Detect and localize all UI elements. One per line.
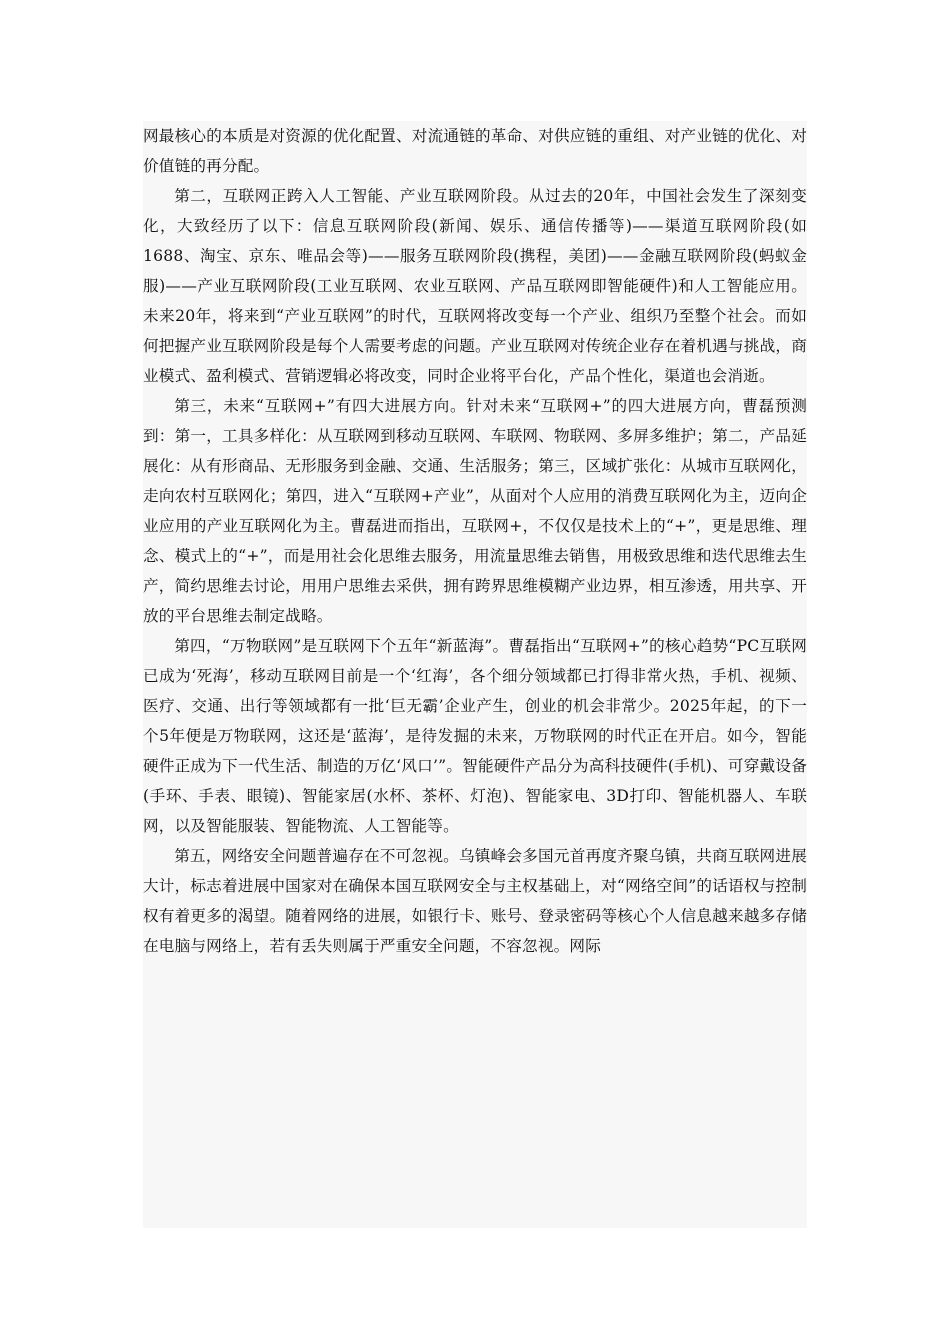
paragraph-fourth-point: 第四，“万物联网”是互联网下个五年“新蓝海”。曹磊指出“互联网+”的核心趋势“PC互联网已成为‘死海’，移动互联网目前是一个‘红海’，各个细分领域都已打得非常火热，手机、视频、医疗、交通、出行等领域都有一批‘巨无霸’企业产生，创业的机会非常少。2025年起，的下一个5年便是万物联网，这还是‘蓝海’，是待发掘的未来，万物联网的时代正在开启。如今，智能硬件正成为下一代生活、制造的万亿‘风口’”。智能硬件产品分为高科技硬件(手机)、可穿戴设备(手环、手表、眼镜)、智能家居(水杯、茶杯、灯泡)、智能家电、3D打印、智能机器人、车联网，以及智能服装、智能物流、人工智能等。 — [143, 637, 807, 835]
paragraph-third-point: 第三，未来“互联网+”有四大进展方向。针对未来“互联网+”的四大进展方向，曹磊预测到：第一，工具多样化：从互联网到移动互联网、车联网、物联网、多屏多维护；第二，产品延展化：从有形商品、无形服务到金融、交通、生活服务；第三，区域扩张化：从城市互联网化，走向农村互联网化；第四，进入“互联网+产业”，从面对个人应用的消费互联网化为主，迈向企业应用的产业互联网化为主。曹磊进而指出，互联网+，不仅仅是技术上的“+”，更是思维、理念、模式上的“+”，而是用社会化思维去服务，用流量思维去销售，用极致思维和迭代思维去生产，简约思维去讨论，用用户思维去采供，拥有跨界思维模糊产业边界，相互渗透，用共享、开放的平台思维去制定战略。 — [143, 397, 807, 625]
body-text — [143, 121, 807, 1228]
paragraph-continuation: 网最核心的本质是对资源的优化配置、对流通链的革命、对供应链的重组、对产业链的优化、对价值链的再分配。 — [143, 127, 807, 175]
paragraph-second-point: 第二，互联网正跨入人工智能、产业互联网阶段。从过去的20年，中国社会发生了深刻变化，大致经历了以下：信息互联网阶段(新闻、娱乐、通信传播等)——渠道互联网阶段(如1688、淘宝、京东、唯品会等)——服务互联网阶段(携程，美团)——金融互联网阶段(蚂蚁金服)——产业互联网阶段(工业互联网、农业互联网、产品互联网即智能硬件)和人工智能应用。未来20年，将来到“产业互联网”的时代，互联网将改变每一个产业、组织乃至整个社会。而如何把握产业互联网阶段是每个人需要考虑的问题。产业互联网对传统企业存在着机遇与挑战，商业模式、盈利模式、营销逻辑必将改变，同时企业将平台化，产品个性化，渠道也会消逝。 — [143, 187, 807, 385]
paragraph-fifth-point: 第五，网络安全问题普遍存在不可忽视。乌镇峰会多国元首再度齐聚乌镇，共商互联网进展大计，标志着进展中国家对在确保本国互联网安全与主权基础上，对“网络空间”的话语权与控制权有着更多的渴望。随着网络的进展，如银行卡、账号、登录密码等核心个人信息越来越多存储在电脑与网络上，若有丢失则属于严重安全问题，不容忽视。网际 — [143, 847, 807, 955]
